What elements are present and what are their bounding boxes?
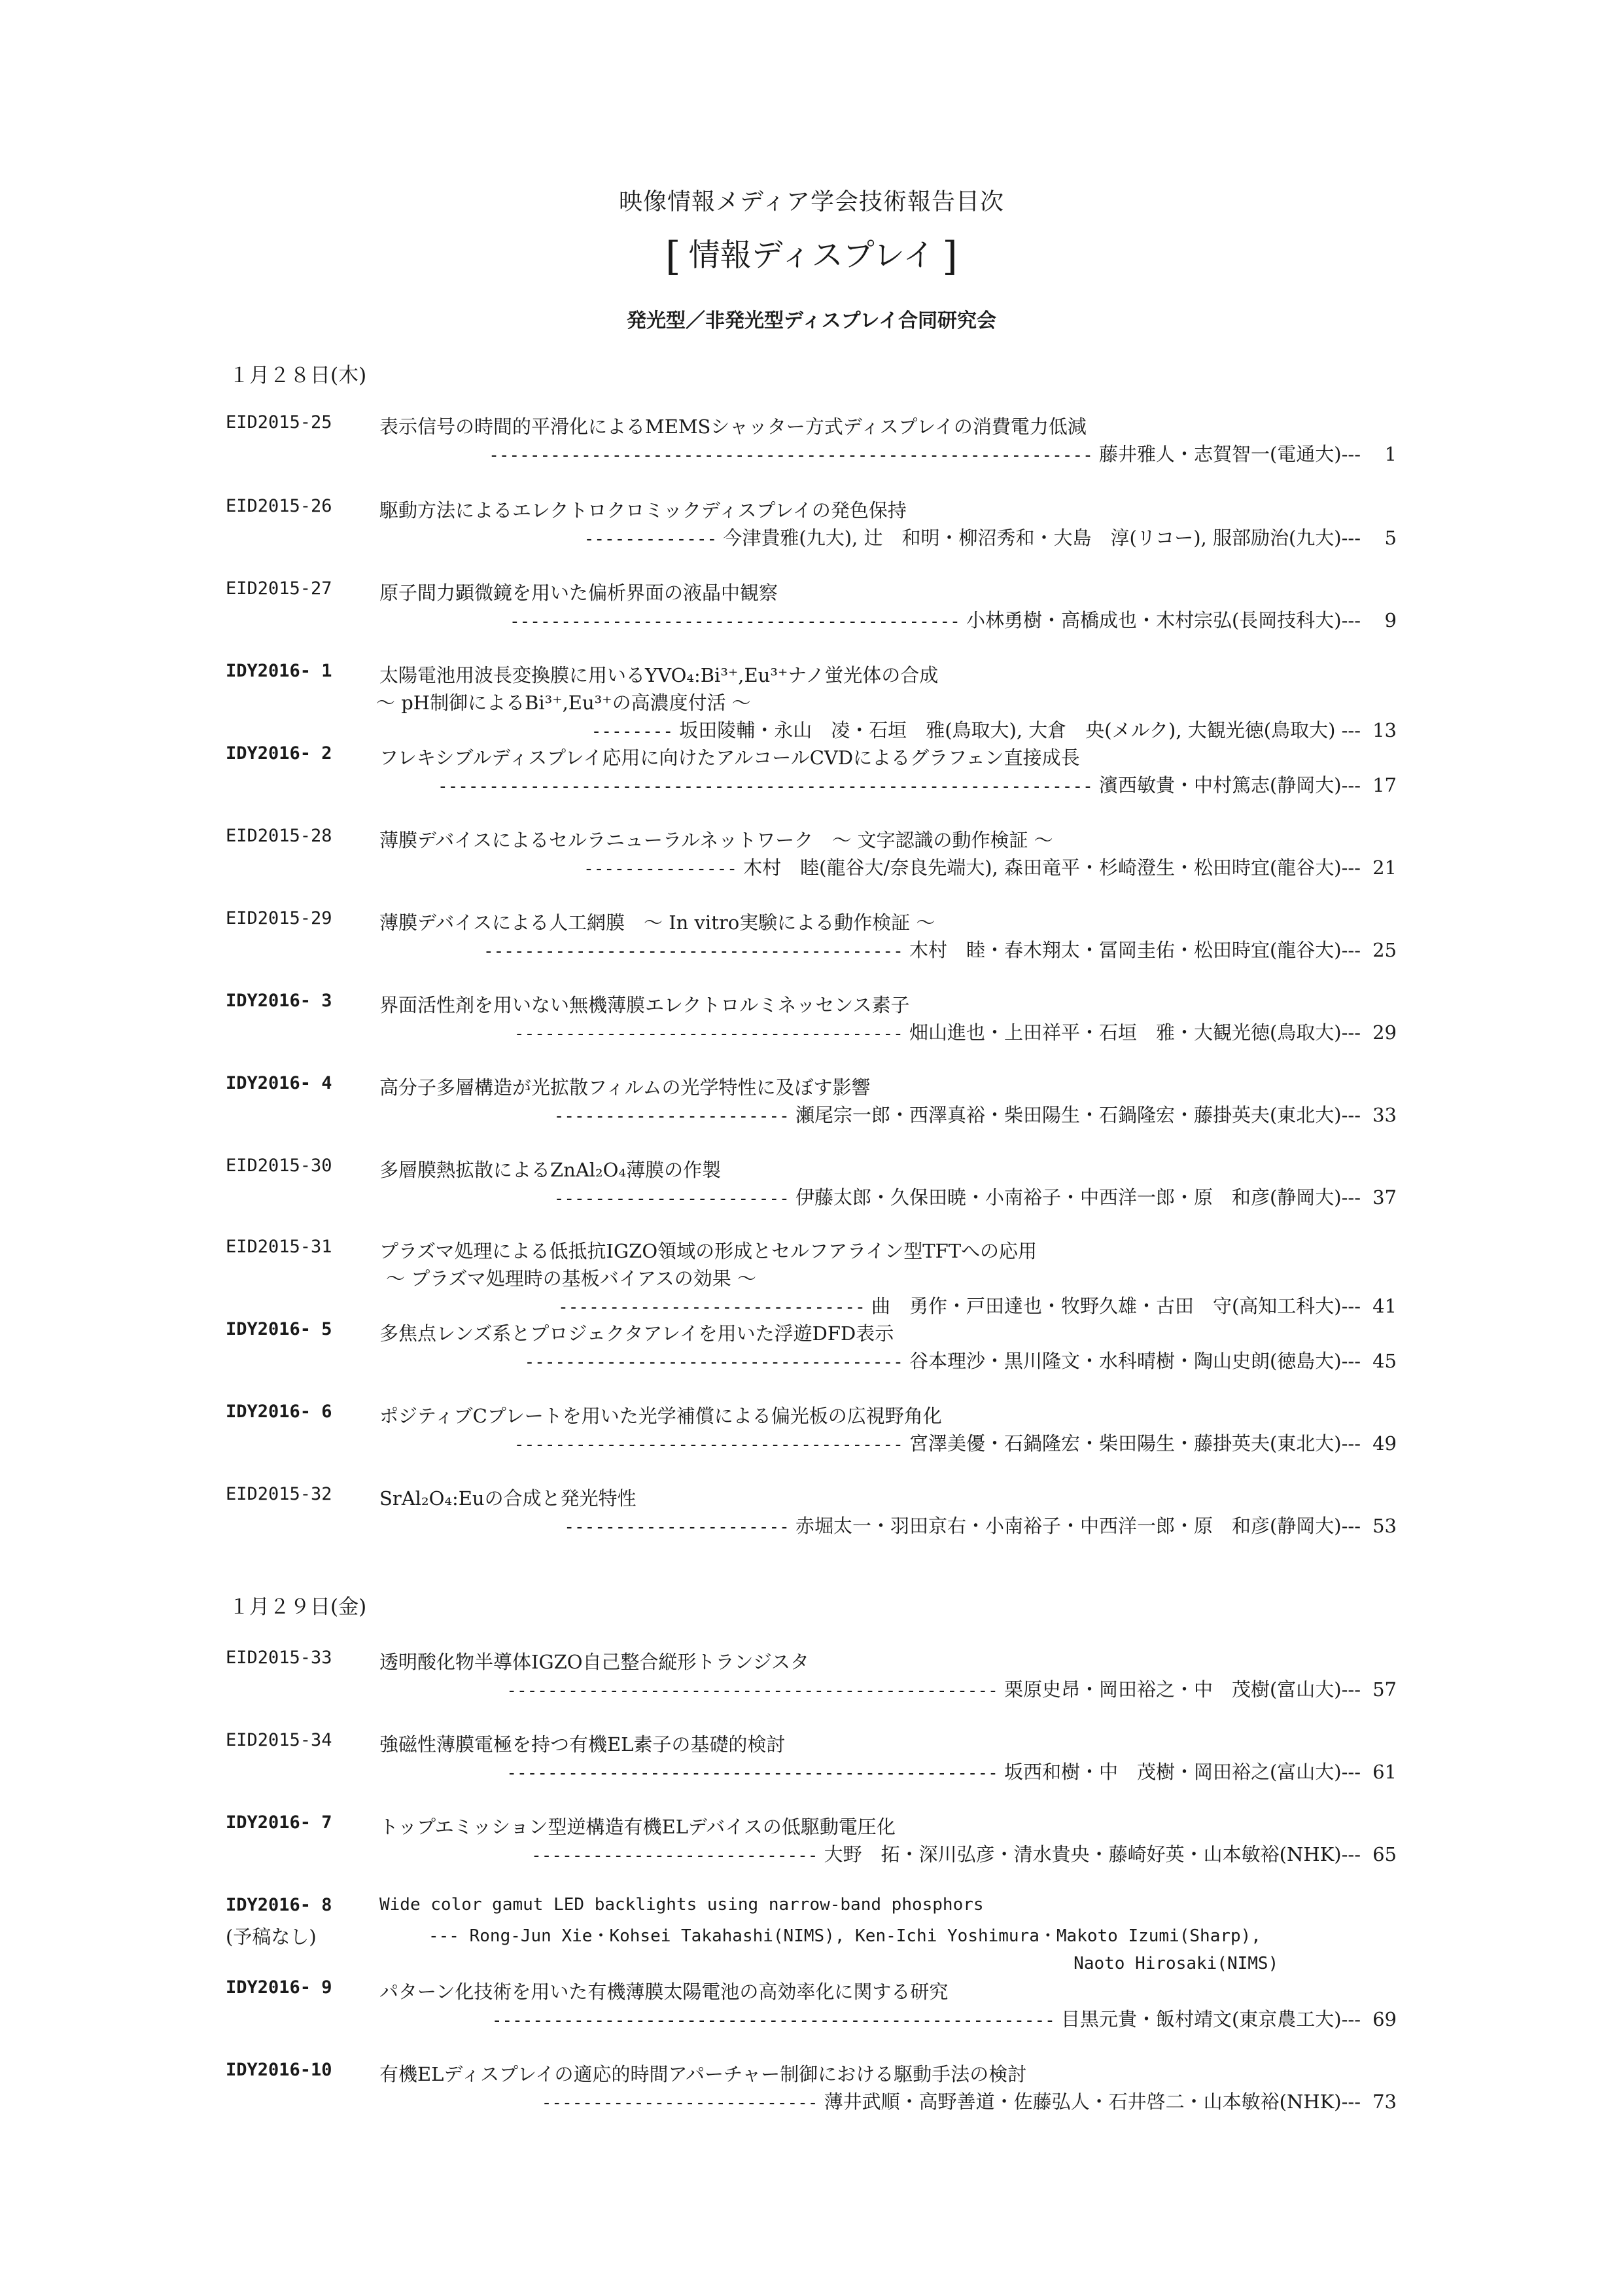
left-bracket: [ xyxy=(665,234,681,279)
entry-title: 透明酸化物半導体IGZO自己整合縦形トランジスタ xyxy=(379,1651,809,1673)
entry-authors-line xyxy=(438,771,1397,798)
entry-page: 49 xyxy=(1372,1432,1397,1455)
toc-entry xyxy=(226,578,1397,637)
entry-authors: 畑山進也・上田祥平・石垣 雅・大観光徳(鳥取大)--- xyxy=(909,1021,1361,1044)
right-bracket: ] xyxy=(942,234,958,279)
entry-page: 25 xyxy=(1372,939,1397,961)
entry-id: IDY2016- 8 xyxy=(226,1895,332,1915)
day-heading-2: １月２９日(金) xyxy=(229,1595,367,1619)
entry-authors: 薄井武順・高野善道・佐藤弘人・石井啓二・山本敏裕(NHK)--- xyxy=(824,2091,1361,2113)
leader-dashes: --------------- xyxy=(584,859,737,879)
entry-authors-line xyxy=(510,606,1397,633)
entry-page: 69 xyxy=(1372,2008,1397,2030)
entry-authors-line xyxy=(531,1840,1397,1867)
entry-id: IDY2016- 2 xyxy=(226,743,332,764)
entry-id: EID2015-28 xyxy=(226,826,332,846)
toc-entry xyxy=(226,1156,1397,1214)
entry-authors-line xyxy=(506,1757,1397,1784)
leader-dashes: -------------------------------------- xyxy=(514,1435,903,1455)
entry-authors: 今津貴雅(九大), 辻 和明・柳沼秀和・大島 淳(リコー), 服部励治(九大)--- xyxy=(723,527,1361,549)
category-heading xyxy=(0,229,1623,283)
meeting-subtitle: 発光型／非発光型ディスプレイ合同研究会 xyxy=(627,309,996,332)
toc-entry xyxy=(226,826,1397,885)
toc-entry xyxy=(226,1812,1397,1871)
entry-authors-line xyxy=(483,936,1397,963)
entry-authors-line xyxy=(564,1511,1397,1538)
leader-dashes: ------------------------------------------------------- xyxy=(491,2011,1055,2030)
entry-authors: 瀬尾宗一郎・西澤真裕・柴田陽生・石鍋隆宏・藤掛英夫(東北大)--- xyxy=(795,1104,1361,1126)
category-label: 情報ディスプレイ xyxy=(688,237,935,274)
entry-authors: 大野 拓・深川弘彦・清水貴央・藤崎好英・山本敏裕(NHK)--- xyxy=(824,1843,1361,1865)
entry-id: EID2015-32 xyxy=(226,1484,332,1504)
entry-subtitle: 〜 pH制御によるBi³⁺,Eu³⁺の高濃度付活 〜 xyxy=(376,692,751,714)
entry-id: EID2015-30 xyxy=(226,1156,332,1176)
entry-id: IDY2016-10 xyxy=(226,2060,332,2080)
toc-entry xyxy=(226,1237,1397,1322)
toc-entry xyxy=(226,496,1397,555)
entry-authors: 赤堀太一・羽田京右・小南裕子・中西洋一郎・原 和彦(静岡大)--- xyxy=(795,1515,1361,1537)
toc-entry xyxy=(226,1648,1397,1706)
entry-authors: --- Rong-Jun Xie・Kohsei Takahashi(NIMS), Ken-Ichi Yoshimura・Makoto Izumi(Sharp), Naoto Hirosaki(NIMS) xyxy=(428,1926,1279,1973)
entry-id: EID2015-27 xyxy=(226,578,332,599)
leader-dashes: ----------------------------------------- xyxy=(483,942,903,961)
entry-id: IDY2016- 6 xyxy=(226,1402,332,1422)
entry-title: ポジティブCプレートを用いた光学補償による偏光板の広視野角化 xyxy=(379,1405,942,1427)
entry-authors-line xyxy=(525,1347,1397,1373)
page-header-title: 映像情報メディア学会技術報告目次 xyxy=(618,188,1005,215)
entry-title: 有機ELディスプレイの適応的時間アパーチャー制御における駆動手法の検討 xyxy=(379,2063,1027,2085)
entry-id: EID2015-33 xyxy=(226,1648,332,1668)
leader-dashes: ------------- xyxy=(584,529,718,549)
entry-page: 53 xyxy=(1372,1515,1397,1537)
entry-title: トップエミッション型逆構造有機ELデバイスの低駆動電圧化 xyxy=(379,1816,896,1838)
leader-dashes: ---------------------------- xyxy=(531,1846,818,1865)
entry-authors: 谷本理沙・黒川隆文・水科晴樹・陶山史朗(徳島大)--- xyxy=(909,1350,1361,1372)
entry-title: 高分子多層構造が光拡散フィルムの光学特性に及ぼす影響 xyxy=(379,1076,871,1099)
entry-authors: 宮澤美優・石鍋隆宏・柴田陽生・藤掛英夫(東北大)--- xyxy=(909,1432,1361,1455)
entry-page: 37 xyxy=(1372,1186,1397,1209)
leader-dashes: ----------------------- xyxy=(553,1106,790,1126)
entry-id: IDY2016- 3 xyxy=(226,991,332,1011)
entry-authors-line xyxy=(554,1183,1397,1210)
entry-page: 33 xyxy=(1372,1104,1397,1126)
entry-title: 薄膜デバイスによるセルラニューラルネットワーク 〜 文字認識の動作検証 〜 xyxy=(379,829,1053,851)
entry-subtitle: 〜 プラズマ処理時の基板バイアスの効果 〜 xyxy=(386,1267,756,1290)
toc-entry xyxy=(226,1073,1397,1132)
leader-dashes: ---------------------------------------------------------------- xyxy=(437,777,1093,796)
entry-id: IDY2016- 9 xyxy=(226,1977,332,1998)
entry-authors: 坂田陵輔・永山 凌・石垣 雅(鳥取大), 大倉 央(メルク), 大観光徳(鳥取大) --- xyxy=(679,719,1361,741)
leader-dashes: ------------------------------------------------ xyxy=(506,1763,998,1783)
entry-title: 界面活性剤を用いない無機薄膜エレクトロルミネッセンス素子 xyxy=(379,994,910,1016)
entry-page: 61 xyxy=(1372,1761,1397,1783)
leader-dashes: ------------------------------ xyxy=(558,1298,865,1317)
entry-authors-line xyxy=(554,1101,1397,1127)
toc-entry xyxy=(226,908,1397,967)
leader-dashes: ----------------------- xyxy=(553,1189,790,1209)
toc-entry xyxy=(226,1402,1397,1460)
entry-authors-line xyxy=(542,2087,1397,2114)
entry-id: EID2015-25 xyxy=(226,412,332,433)
entry-authors: 木村 睦(龍谷大/奈良先端大), 森田竜平・杉崎澄生・松田時宜(龍谷大)--- xyxy=(743,857,1361,879)
leader-dashes: ----------------------------------------------------------- xyxy=(489,446,1093,465)
toc-entry xyxy=(226,1484,1397,1543)
entry-page: 29 xyxy=(1372,1021,1397,1044)
toc-entry xyxy=(226,1319,1397,1378)
entry-authors-line xyxy=(584,853,1397,880)
entry-page: 41 xyxy=(1372,1295,1397,1317)
toc-entry xyxy=(226,991,1397,1050)
entry-authors-line xyxy=(558,1292,1397,1318)
entry-note: (予稿なし) xyxy=(226,1926,317,1948)
entry-authors-line xyxy=(489,440,1397,467)
entry-authors: 伊藤太郎・久保田暁・小南裕子・中西洋一郎・原 和彦(静岡大)--- xyxy=(795,1186,1361,1209)
entry-id: EID2015-34 xyxy=(226,1730,332,1750)
toc-entry xyxy=(226,1977,1397,2036)
leader-dashes: -------- xyxy=(591,722,673,741)
leader-dashes: ------------------------------------- xyxy=(524,1352,903,1372)
entry-authors-line xyxy=(492,2005,1397,2032)
entry-page: 73 xyxy=(1372,2091,1397,2113)
entry-page: 21 xyxy=(1372,857,1397,879)
entry-authors-line xyxy=(506,1675,1397,1702)
entry-authors: 小林勇樹・高橋成也・木村宗弘(長岡技科大)--- xyxy=(966,609,1361,631)
entry-authors: 目黒元貴・飯村靖文(東京農工大)--- xyxy=(1060,2008,1361,2030)
entry-page: 65 xyxy=(1372,1843,1397,1865)
entry-title: プラズマ処理による低抵抗IGZO領域の形成とセルフアライン型TFTへの応用 xyxy=(379,1240,1038,1262)
entry-page: 57 xyxy=(1372,1678,1397,1701)
entry-authors: 木村 睦・春木翔太・冨岡圭佑・松田時宜(龍谷大)--- xyxy=(909,939,1361,961)
entry-authors-line xyxy=(514,1429,1397,1456)
entry-title: 強磁性薄膜電極を持つ有機EL素子の基礎的検討 xyxy=(379,1733,786,1756)
entry-title: 多層膜熱拡散によるZnAl₂O₄薄膜の作製 xyxy=(379,1159,722,1181)
entry-title: 太陽電池用波長変換膜に用いるYVO₄:Bi³⁺,Eu³⁺ナノ蛍光体の合成 xyxy=(379,664,939,686)
entry-authors: 栗原史昂・岡田裕之・中 茂樹(富山大)--- xyxy=(1003,1678,1361,1701)
entry-page: 45 xyxy=(1372,1350,1397,1372)
entry-authors: 曲 勇作・戸田達也・牧野久雄・古田 守(高知工科大)--- xyxy=(871,1295,1361,1317)
entry-page: 9 xyxy=(1384,609,1397,631)
entry-page: 17 xyxy=(1372,774,1397,796)
entry-id: IDY2016- 7 xyxy=(226,1812,332,1833)
entry-title: 駆動方法によるエレクトロクロミックディスプレイの発色保持 xyxy=(379,499,907,521)
entry-id: IDY2016- 4 xyxy=(226,1073,332,1093)
entry-title: 薄膜デバイスによる人工網膜 〜 In vitro実験による動作検証 〜 xyxy=(379,911,935,934)
entry-authors: 藤井雅人・志賀智一(電通大)--- xyxy=(1098,443,1361,465)
entry-id: IDY2016- 5 xyxy=(226,1319,332,1339)
toc-entry xyxy=(226,1895,1397,1980)
entry-authors-line xyxy=(584,523,1397,550)
entry-title: 原子間力顕微鏡を用いた偏析界面の液晶中観察 xyxy=(379,582,778,604)
leader-dashes: -------------------------------------- xyxy=(514,1024,903,1044)
entry-id: EID2015-29 xyxy=(226,908,332,928)
leader-dashes: ------------------------------------------------ xyxy=(506,1681,998,1701)
entry-id: IDY2016- 1 xyxy=(226,661,332,681)
entry-page: 13 xyxy=(1372,719,1397,741)
entry-title: Wide color gamut LED backlights using narrow-band phosphors xyxy=(379,1895,984,1915)
toc-entry xyxy=(226,2060,1397,2119)
toc-entry xyxy=(226,412,1397,471)
entry-authors-line xyxy=(514,1018,1397,1045)
leader-dashes: --------------------------- xyxy=(541,2093,818,2113)
toc-entry xyxy=(226,661,1397,746)
entry-title: パターン化技術を用いた有機薄膜太陽電池の高効率化に関する研究 xyxy=(379,1981,949,2003)
entry-id: EID2015-26 xyxy=(226,496,332,516)
entry-page: 1 xyxy=(1384,443,1397,465)
entry-title: SrAl₂O₄:Euの合成と発光特性 xyxy=(379,1487,637,1510)
toc-entry xyxy=(226,743,1397,802)
entry-title: フレキシブルディスプレイ応用に向けたアルコールCVDによるグラフェン直接成長 xyxy=(379,747,1080,769)
day-heading-1: １月２８日(木) xyxy=(229,364,367,387)
entry-authors-line xyxy=(591,716,1397,743)
leader-dashes: -------------------------------------------- xyxy=(510,612,960,631)
entry-id: EID2015-31 xyxy=(226,1237,332,1257)
toc-entry xyxy=(226,1730,1397,1789)
leader-dashes: ---------------------- xyxy=(564,1517,790,1537)
entry-page: 5 xyxy=(1384,527,1397,549)
entry-title: 表示信号の時間的平滑化によるMEMSシャッター方式ディスプレイの消費電力低減 xyxy=(379,415,1087,438)
entry-authors: 濱西敏貴・中村篤志(静岡大)--- xyxy=(1098,774,1361,796)
entry-authors: 坂西和樹・中 茂樹・岡田裕之(富山大)--- xyxy=(1003,1761,1361,1783)
entry-title: 多焦点レンズ系とプロジェクタアレイを用いた浮遊DFD表示 xyxy=(379,1322,894,1345)
